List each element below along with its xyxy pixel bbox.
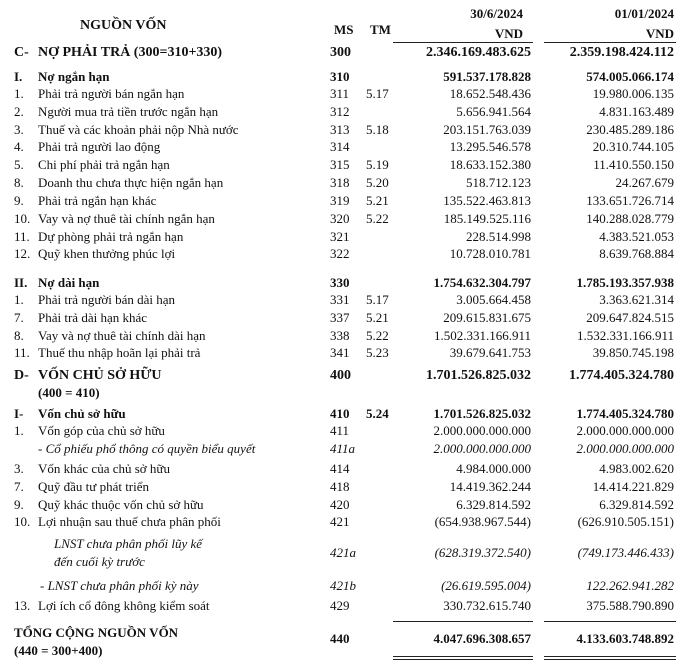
table-row: 11. Thuế thu nhập hoãn lại phải trả 341 5.23 39.679.641.753 39.850.745.198 [14,345,674,360]
table-row: 13. Lợi ích cổ đông không kiểm soát 429 330.732.615.740 375.588.790.890 [14,598,674,613]
column-header-label: NGUỒN VỐN [80,18,167,33]
table-row: 3. Vốn khác của chủ sở hữu 414 4.984.000.000 4.983.002.620 [14,461,674,476]
table-row: 9. Phải trả ngắn hạn khác 319 5.21 135.522.463.813 133.651.726.714 [14,193,674,208]
column-header-date-1: 30/6/2024 [470,6,523,21]
table-row: I- Vốn chủ sở hữu 410 5.24 1.701.526.825.032 1.774.405.324.780 [14,406,674,421]
column-header-unit-1: VND [494,26,523,41]
table-row: 7. Quỹ đầu tư phát triển 418 14.419.362.244 14.414.221.829 [14,479,674,494]
table-row: 1. Phải trả người bán dài hạn 331 5.17 3.005.664.458 3.363.621.314 [14,292,674,307]
double-underline-2b [544,659,676,660]
column-header-ms: MS [334,22,354,37]
table-row: 8. Vay và nợ thuê tài chính dài hạn 338 5.22 1.502.331.166.911 1.532.331.166.911 [14,328,674,343]
column-header-date-2: 01/01/2024 [614,6,674,21]
table-row: 1. Vốn góp của chủ sở hữu 411 2.000.000.000.000 2.000.000.000.000 [14,423,674,438]
double-underline-1b [393,659,533,660]
table-row: 9. Quỹ khác thuộc vốn chủ sở hữu 420 6.329.814.592 6.329.814.592 [14,497,674,512]
column-header-tm: TM [370,22,391,37]
table-row-continuation: đến cuối kỳ trước [54,554,145,569]
double-underline-1a [393,656,533,657]
total-rule-2 [544,621,676,622]
total-rule-1 [393,621,533,622]
table-row: 10. Lợi nhuận sau thuế chưa phân phối 421 (654.938.967.544) (626.910.505.151) [14,514,674,529]
table-row: C- NỢ PHẢI TRẢ (300=310+330) 300 2.346.169.483.625 2.359.198.424.112 [14,45,674,60]
table-row: 8. Doanh thu chưa thực hiện ngắn hạn 318 5.20 518.712.123 24.267.679 [14,175,674,190]
table-row-continuation: (440 = 300+400) [14,643,103,658]
table-row: 11. Dự phòng phải trả ngắn hạn 321 228.514.998 4.383.521.053 [14,229,674,244]
table-row: 3. Thuế và các khoản phải nộp Nhà nước 313 5.18 203.151.763.039 230.485.289.186 [14,122,674,137]
table-row: 1. Phải trả người bán ngắn hạn 311 5.17 18.652.548.436 19.980.006.135 [14,86,674,101]
table-row: II. Nợ dài hạn 330 1.754.632.304.797 1.785.193.357.938 [14,275,674,290]
table-row: 10. Vay và nợ thuê tài chính ngắn hạn 320 5.22 185.149.525.116 140.288.028.779 [14,211,674,226]
table-row: - LNST chưa phân phối kỳ này 421b (26.619.595.004) 122.262.941.282 [40,578,674,593]
table-row: I. Nợ ngắn hạn 310 591.537.178.828 574.005.066.174 [14,69,674,84]
table-row: D- VỐN CHỦ SỞ HỮU 400 1.701.526.825.032 1.774.405.324.780 [14,368,674,383]
table-row: - Cổ phiếu phổ thông có quyền biểu quyết 411a 2.000.000.000.000 2.000.000.000.000 [38,441,674,456]
table-row: 5. Chi phí phải trả ngắn hạn 315 5.19 18.633.152.380 11.410.550.150 [14,157,674,172]
column-header-unit-2: VND [645,26,674,41]
table-row-continuation: (400 = 410) [38,385,100,400]
table-row: 12. Quỹ khen thưởng phúc lợi 322 10.728.010.781 8.639.768.884 [14,246,674,261]
table-row: 7. Phải trả dài hạn khác 337 5.21 209.615.831.675 209.647.824.515 [14,310,674,325]
table-row: 4. Phải trả người lao động 314 13.295.546.578 20.310.744.105 [14,139,674,154]
table-row-total: TỔNG CỘNG NGUỒN VỐN 440 4.047.696.308.657 4.133.603.748.892 [14,625,674,646]
header-underline-2 [544,42,676,43]
table-row: LNST chưa phân phối lũy kế 421a (628.319.372.540) (749.173.446.433) [54,536,674,560]
header-underline-1 [393,42,533,43]
double-underline-2a [544,656,676,657]
table-row: 2. Người mua trả tiền trước ngắn hạn 312 5.656.941.564 4.831.163.489 [14,104,674,119]
